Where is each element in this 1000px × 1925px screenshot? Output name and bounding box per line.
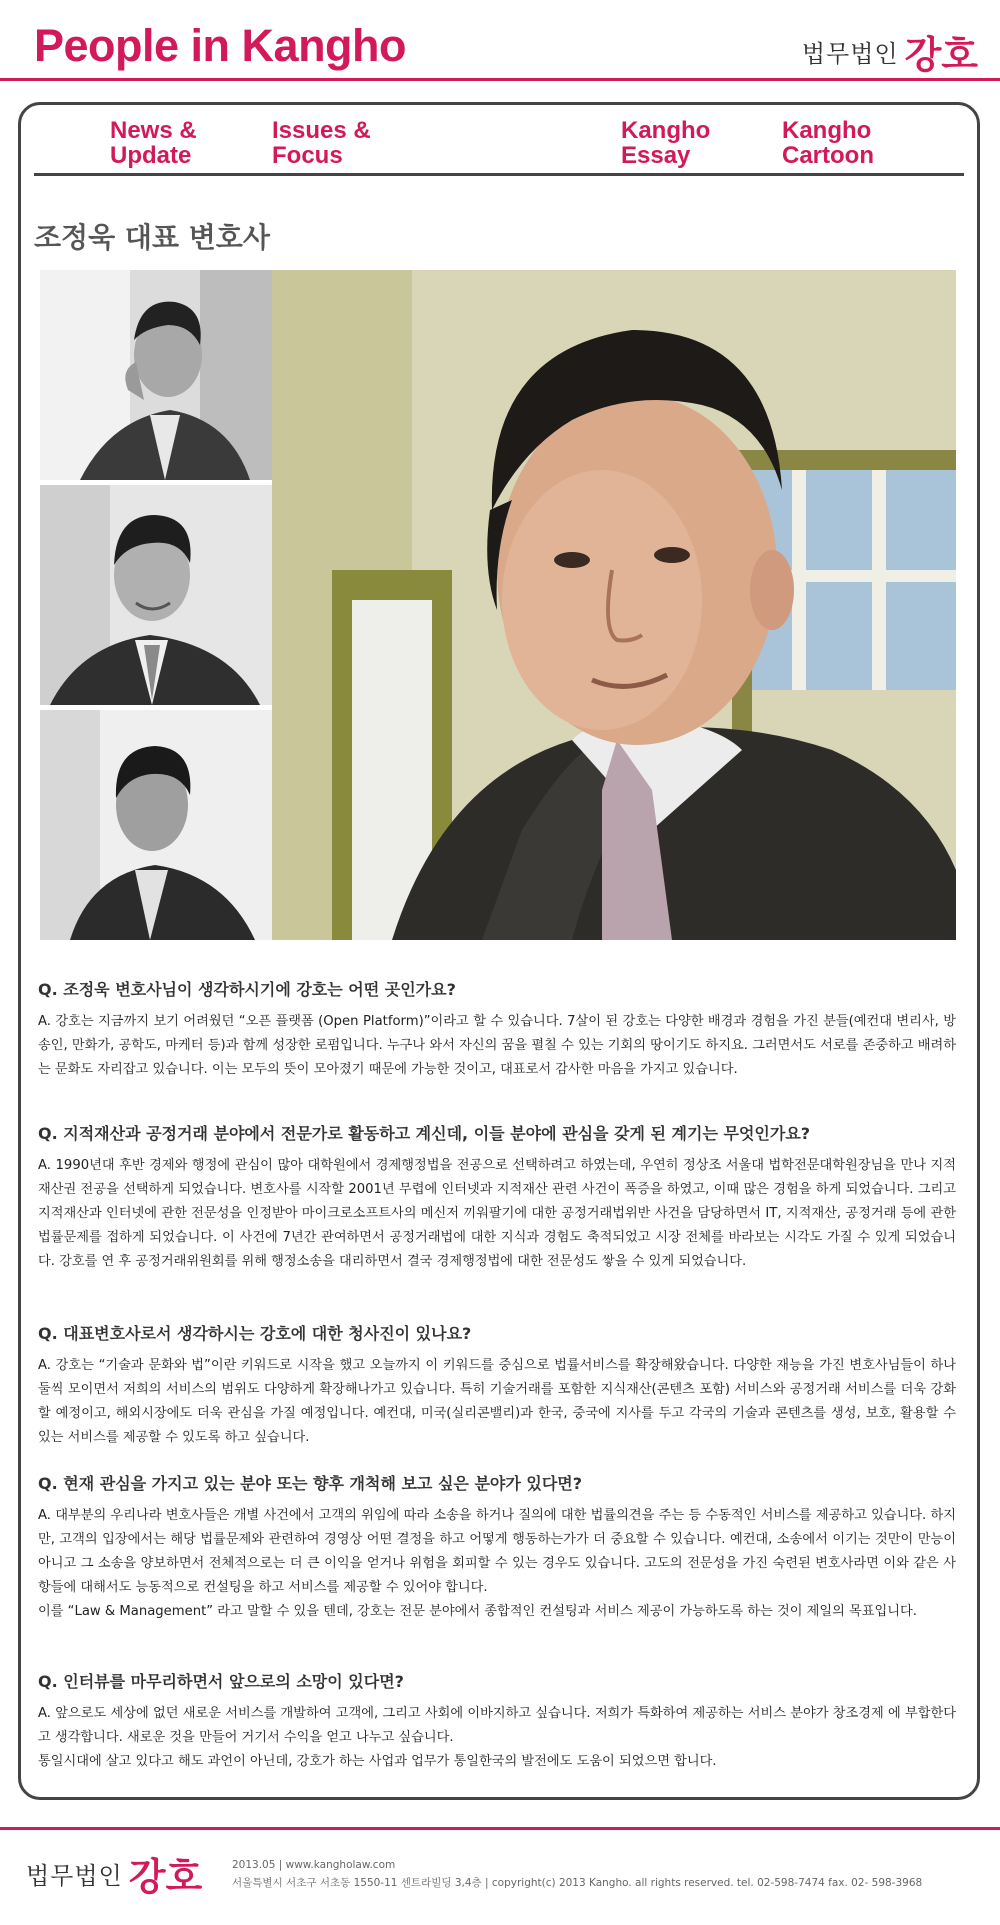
qa-block-3: [38, 1324, 956, 1450]
logo-text-small: 법무법인: [26, 1862, 123, 1890]
nav-news-update[interactable]: [110, 118, 197, 168]
answer: [38, 1154, 956, 1274]
portrait-photo-2: [40, 485, 272, 705]
answer: [38, 1354, 956, 1450]
page-title: People in Kangho: [34, 20, 407, 71]
answer: [38, 1504, 956, 1624]
qa-block-4: [38, 1474, 956, 1624]
page-header: [0, 0, 1000, 82]
answer-paragraph: A. 1990년대 후반 경제와 행정에 관심이 많아 대학원에서 경제행정법을 전공으로 선택하려고 하였는데, 우연히 정상조 서울대 법학전문대학원장님을 만나 지적재산권 전공을 선택하게 되었습니다. 변호사를 시작할 2001년 무렵에 인터넷과 지적재산 관련 사건이 폭증을 하였고, 이때 많은 경험을 하게 되었습니다. 그리고 지적재산과 인터넷에 관한 전문성을 인정받아 마이크로소프트사의 메신저 끼워팔기에 대한 공정거래법위반 사건을 담당하면서 IT, 지적재산, 공정거래 등에 관한 법률문제를 접하게 되었습니다. 이 사건에 7년간 관여하면서 공정거래법에 대한 지식과 경험도 축적되었고 시장 전체를 바라보는 시각도 가질 수 있게 되었습니다. 강호를 연 후 공정거래위원회를 위해 행정소송을 대리하면서 결국 경제행정법에 대한 전문성도 쌓을 수 있게 되었습니다.: [38, 1158, 956, 1269]
nav-label-line1: Issues &: [272, 117, 371, 144]
answer-paragraph: A. 앞으로도 세상에 없던 새로운 서비스를 개발하여 고객에, 그리고 사회에 이바지하고 싶습니다. 저희가 특화하여 제공하는 서비스 분야가 창조경제 에 부합한다고 생각합니다. 새로운 것을 만들어 거기서 수익을 얻고 나누고 싶습니다.: [38, 1706, 956, 1745]
logo-text-big: 강호: [904, 33, 978, 77]
answer-paragraph: 이를 “Law & Management” 라고 말할 수 있을 텐데, 강호는 전문 분야에서 종합적인 컨설팅과 서비스 제공이 가능하도록 하는 것이 제일의 목표입니다.: [38, 1604, 917, 1619]
nav-kangho-essay[interactable]: [621, 118, 710, 168]
nav-label-line1: Kangho: [782, 117, 872, 144]
section-nav: [110, 118, 960, 174]
portrait-photo-3: [40, 710, 272, 940]
nav-label-line2: Cartoon: [782, 142, 874, 169]
question: Q. 조정욱 변호사님이 생각하시기에 강호는 어떤 곳인가요?: [38, 980, 456, 999]
footer-divider: [0, 1827, 1000, 1830]
answer-paragraph: A. 강호는 지금까지 보기 어려웠던 “오픈 플랫폼 (Open Platform)”이라고 할 수 있습니다. 7살이 된 강호는 다양한 배경과 경험을 가진 분들(예컨대 변리사, 방송인, 만화가, 공학도, 마케터 등)과 함께 성장한 로펌입니다. 누구나 와서 자신의 꿈을 펼칠 수 있는 기회의 땅이기도 하지요. 그러면서도 서로를 존중하고 배려하는 문화도 자리잡고 있습니다. 이는 모두의 뜻이 모아졌기 때문에 가능한 것이고, 대표로서 감사한 마음을 가지고 있습니다.: [38, 1014, 956, 1077]
nav-issues-focus[interactable]: [272, 118, 371, 168]
logo-text-small: 법무법인: [801, 40, 899, 68]
question: Q. 대표변호사로서 생각하시는 강호에 대한 청사진이 있나요?: [38, 1324, 472, 1343]
nav-label-line2: Update: [110, 142, 192, 169]
profile-name: 조정욱 대표 변호사: [34, 221, 270, 254]
qa-block-5: [38, 1672, 956, 1774]
answer-paragraph: 통일시대에 살고 있다고 해도 과언이 아닌데, 강호가 하는 사업과 업무가 통일한국의 발전에도 도움이 되었으면 합니다.: [38, 1754, 717, 1769]
footer-logo[interactable]: [26, 1846, 202, 1901]
logo-text-big: 강호: [128, 1855, 203, 1899]
answer-paragraph: A. 대부분의 우리나라 변호사들은 개별 사건에서 고객의 위임에 따라 소송을 하거나 질의에 대한 법률의견을 주는 등 수동적인 서비스를 제공하고 있습니다. 하지만, 고객의 입장에서는 해당 법률문제와 관련하여 경영상 어떤 결정을 하고 어떻게 행동하는가가 더 중요할 수 있습니다. 예컨대, 소송에서 이기는 것만이 만능이 아니고 그 소송을 양보하면서 전체적으로는 더 큰 이익을 얻거나 위험을 회피할 수 있는 경우도 있습니다. 고도의 전문성을 가진 숙련된 변호사라면 이와 같은 사항들에 대해서도 능동적으로 컨설팅을 하고 서비스를 제공할 수 있어야 합니다.: [38, 1508, 956, 1595]
question: Q. 지적재산과 공정거래 분야에서 전문가로 활동하고 계신데, 이들 분야에 관심을 갖게 된 계기는 무엇인가요?: [38, 1124, 811, 1143]
answer: [38, 1010, 956, 1082]
answer-paragraph: A. 강호는 “기술과 문화와 법”이란 키워드로 시작을 했고 오늘까지 이 키워드를 중심으로 법률서비스를 확장해왔습니다. 다양한 재능을 가진 변호사님들이 하나 둘씩 모이면서 저희의 서비스의 범위도 다양하게 확장해나가고 있습니다. 특히 기술거래를 포함한 지식재산(콘텐츠 포함) 서비스와 공정거래 서비스를 더욱 강화할 예정이고, 해외시장에도 더욱 관심을 가질 예정입니다. 예컨대, 미국(실리콘밸리)과 한국, 중국에 지사를 두고 각국의 기술과 콘텐츠를 생성, 보호, 활용할 수 있는 서비스를 제공할 수 있도록 하고 싶습니다.: [38, 1358, 956, 1445]
footer-address-copyright: 서울특별시 서초구 서초동 1550-11 센트라빌딩 3,4층 | copyright(c) 2013 Kangho. all rights reserved. tel. 02-598-7474 fax. 02- 598-3968: [232, 1877, 923, 1889]
question: Q. 현재 관심을 가지고 있는 분야 또는 향후 개척해 보고 싶은 분야가 있다면?: [38, 1474, 583, 1493]
footer-info: [232, 1856, 922, 1892]
nav-label-line1: Kangho: [621, 117, 711, 144]
portrait-photo-main: [272, 270, 956, 940]
question: Q. 인터뷰를 마무리하면서 앞으로의 소망이 있다면?: [38, 1672, 404, 1691]
portrait-photo-1: [40, 270, 272, 480]
footer-date-url: 2013.05 | www.kangholaw.com: [232, 1859, 396, 1871]
nav-label-line1: News &: [110, 117, 197, 144]
header-divider: [0, 78, 1000, 81]
nav-label-line2: Essay: [621, 142, 691, 169]
kangho-logo[interactable]: [802, 24, 978, 79]
nav-label-line2: Focus: [272, 142, 343, 169]
qa-block-2: [38, 1124, 956, 1274]
answer: [38, 1702, 956, 1774]
qa-block-1: [38, 980, 956, 1082]
nav-kangho-cartoon[interactable]: [782, 118, 874, 168]
nav-divider: [34, 173, 964, 176]
